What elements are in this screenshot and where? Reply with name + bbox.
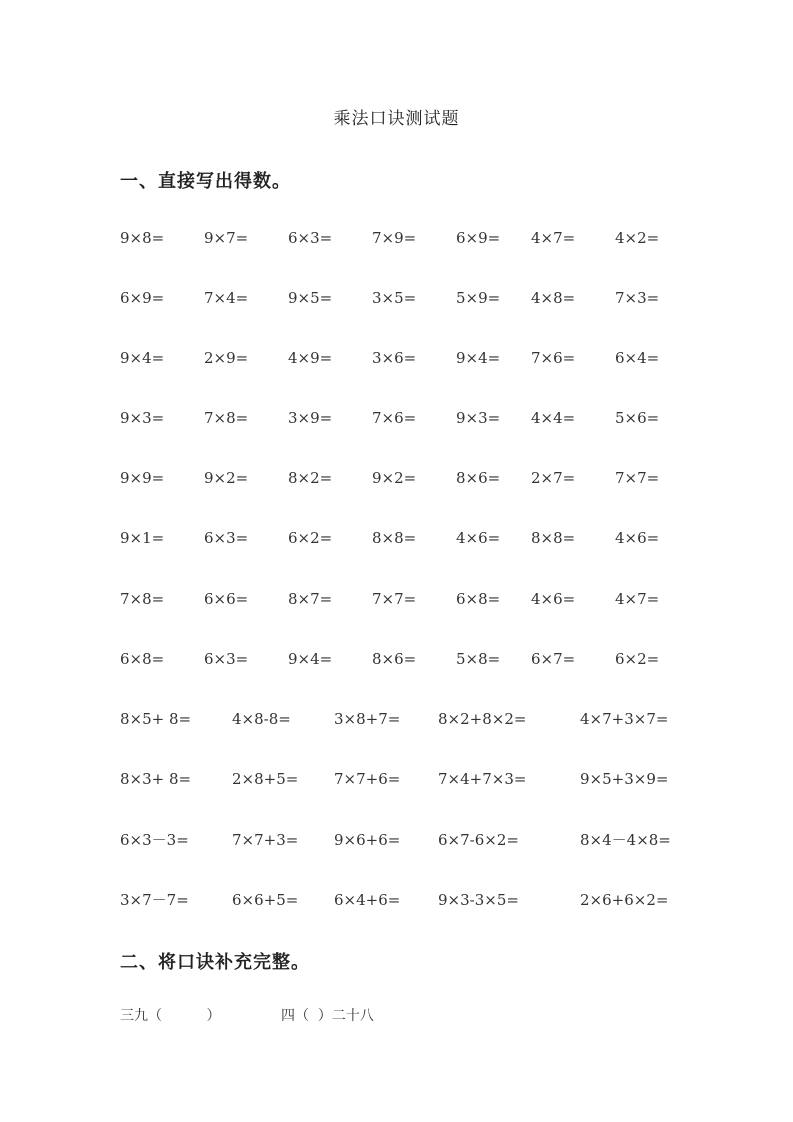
problem: 5×9= xyxy=(456,289,501,307)
problem: 6×4= xyxy=(615,349,660,367)
mixed-problem: 4×7+3×7= xyxy=(580,710,669,728)
section-heading-complete-rhymes: 二、将口诀补充完整。 xyxy=(120,952,310,973)
problem: 6×3= xyxy=(204,650,249,668)
problem: 6×2= xyxy=(615,650,660,668)
problem: 7×3= xyxy=(615,289,660,307)
problem: 6×3= xyxy=(288,229,333,247)
problem: 6×9= xyxy=(120,289,165,307)
problem: 8×6= xyxy=(456,469,501,487)
problem: 5×8= xyxy=(456,650,501,668)
mixed-problem: 3×7－7= xyxy=(120,891,189,909)
mixed-problem: 8×2+8×2= xyxy=(438,710,527,728)
problem: 2×9= xyxy=(204,349,249,367)
problem: 9×1= xyxy=(120,529,165,547)
mixed-problem: 9×6+6= xyxy=(334,831,401,849)
problem: 6×2= xyxy=(288,529,333,547)
mixed-problem: 6×6+5= xyxy=(232,891,299,909)
problem: 9×3= xyxy=(456,409,501,427)
problem: 7×7= xyxy=(615,469,660,487)
problem-row xyxy=(0,465,793,491)
mixed-problem-row xyxy=(0,766,793,792)
problem: 9×2= xyxy=(372,469,417,487)
mixed-problem-row xyxy=(0,827,793,853)
rhyme-blank-item: 三九（ ） xyxy=(120,1008,221,1024)
problem: 8×7= xyxy=(288,590,333,608)
problem-row xyxy=(0,586,793,612)
problem: 7×7= xyxy=(372,590,417,608)
problem: 4×7= xyxy=(531,229,576,247)
mixed-problem: 4×8-8= xyxy=(232,710,291,728)
problem: 9×4= xyxy=(288,650,333,668)
mixed-problem: 8×4－4×8= xyxy=(580,831,671,849)
problem: 7×4= xyxy=(204,289,249,307)
mixed-problem: 2×6+6×2= xyxy=(580,891,669,909)
problem: 6×6= xyxy=(204,590,249,608)
problem: 6×8= xyxy=(456,590,501,608)
problem: 5×6= xyxy=(615,409,660,427)
problem-row xyxy=(0,225,793,251)
problem-row xyxy=(0,345,793,371)
problem: 6×9= xyxy=(456,229,501,247)
problem: 3×5= xyxy=(372,289,417,307)
problem: 9×8= xyxy=(120,229,165,247)
problem: 9×7= xyxy=(204,229,249,247)
mixed-problem: 7×7+3= xyxy=(232,831,299,849)
mixed-problem: 3×8+7= xyxy=(334,710,401,728)
problem: 3×9= xyxy=(288,409,333,427)
problem-row xyxy=(0,405,793,431)
problem: 4×9= xyxy=(288,349,333,367)
problem: 2×7= xyxy=(531,469,576,487)
problem: 4×6= xyxy=(531,590,576,608)
problem: 4×7= xyxy=(615,590,660,608)
problem: 3×6= xyxy=(372,349,417,367)
problem: 8×2= xyxy=(288,469,333,487)
problem-row xyxy=(0,285,793,311)
mixed-problem: 7×7+6= xyxy=(334,770,401,788)
rhyme-blank-item: 四（ ）二十八 xyxy=(281,1008,374,1024)
problem: 6×8= xyxy=(120,650,165,668)
problem: 8×8= xyxy=(372,529,417,547)
problem: 7×9= xyxy=(372,229,417,247)
mixed-problem: 7×4+7×3= xyxy=(438,770,527,788)
mixed-problem: 9×3-3×5= xyxy=(438,891,519,909)
problem: 4×4= xyxy=(531,409,576,427)
mixed-problem: 6×7-6×2= xyxy=(438,831,519,849)
problem: 6×7= xyxy=(531,650,576,668)
problem: 9×5= xyxy=(288,289,333,307)
problem: 6×3= xyxy=(204,529,249,547)
problem: 8×8= xyxy=(531,529,576,547)
problem: 9×2= xyxy=(204,469,249,487)
problem: 4×6= xyxy=(456,529,501,547)
problem-row xyxy=(0,646,793,672)
problem: 4×6= xyxy=(615,529,660,547)
section-heading-direct-answers: 一、直接写出得数。 xyxy=(120,171,291,192)
mixed-problem: 6×3－3= xyxy=(120,831,189,849)
problem: 4×8= xyxy=(531,289,576,307)
problem: 8×6= xyxy=(372,650,417,668)
problem: 4×2= xyxy=(615,229,660,247)
mixed-problem: 8×5+ 8= xyxy=(120,710,192,728)
problem: 7×6= xyxy=(531,349,576,367)
mixed-problem: 6×4+6= xyxy=(334,891,401,909)
problem: 7×8= xyxy=(120,590,165,608)
mixed-problem: 8×3+ 8= xyxy=(120,770,192,788)
mixed-problem: 2×8+5= xyxy=(232,770,299,788)
problem: 7×6= xyxy=(372,409,417,427)
problem: 9×4= xyxy=(456,349,501,367)
mixed-problem-row xyxy=(0,887,793,913)
problem: 9×3= xyxy=(120,409,165,427)
problem: 9×4= xyxy=(120,349,165,367)
mixed-problem-row xyxy=(0,706,793,732)
problem: 7×8= xyxy=(204,409,249,427)
problem: 9×9= xyxy=(120,469,165,487)
page-title: 乘法口诀测试题 xyxy=(333,109,460,129)
mixed-problem: 9×5+3×9= xyxy=(580,770,669,788)
problem-row xyxy=(0,525,793,551)
rhyme-fill-row xyxy=(0,1003,793,1029)
